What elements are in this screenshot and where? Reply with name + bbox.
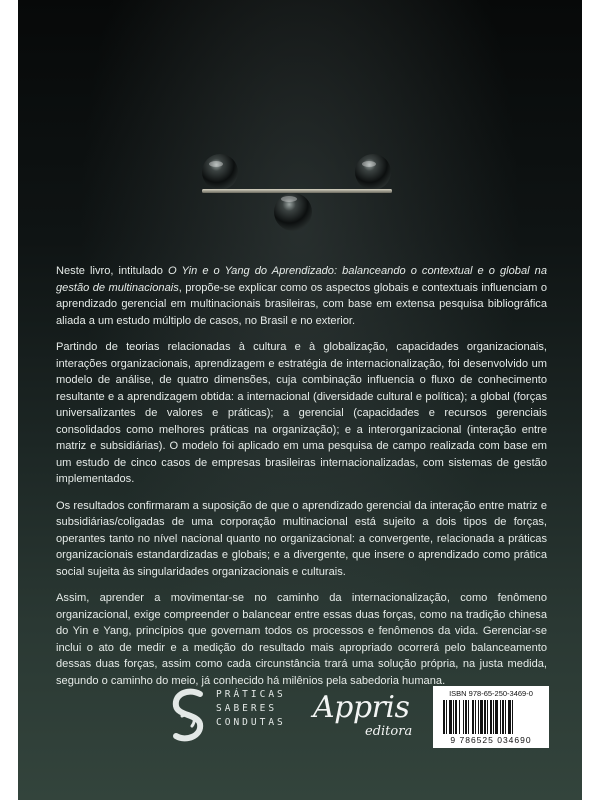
praticas-saberes-condutas-logo: [168, 686, 286, 748]
p1-lead: Neste livro, intitulado: [56, 265, 168, 277]
fulcrum-sphere: [274, 193, 312, 231]
praticas-word: PRÁTICAS: [216, 689, 286, 700]
paragraph-4: Assim, aprender a movimentar-se no caminho da internacionalização, como fenômeno organizacional, exige compreender o balancear entre essas duas forças, como na tradição chinesa do Yin e Yang, princípios que governam todos os processos e fenômenos da vida. Gerenciar-se inclui o ato de medir e a medição do resultado mais apropriado ocorrerá pelo balanceamento dessas duas forças, assim como cada circunstância trará uma solução própria, na justa medida, segundo o caminho do meio, já conhecido há milênios pela sabedoria humana.: [56, 592, 547, 687]
balance-plank: [202, 189, 392, 193]
appris-editora-label: editora: [365, 724, 413, 739]
right-sphere: [355, 154, 391, 190]
paragraph-3: Os resultados confirmaram a suposição de que o aprendizado gerencial da interação entre matriz e subsidiárias/coligadas de uma corporação multinacional está sujeito a dois tipos de forças, operantes tanto no nível nacional quanto no organizacional: a convergente, relacionada a práticas organizacionais estandardizadas e globais; e a divergente, que insere o aprendizado como prática social sujeita às singularidades organizacionais e culturais.: [56, 499, 547, 578]
praticas-wordmark: [216, 688, 286, 730]
appris-name: Appris: [313, 690, 410, 725]
back-cover: [18, 0, 582, 800]
condutas-word: CONDUTAS: [216, 717, 286, 728]
left-sphere: [202, 154, 238, 190]
isbn-barcode: [433, 686, 549, 748]
paragraph-1: [56, 263, 547, 329]
barcode-digits: 9 786525 034690: [450, 735, 532, 745]
synopsis: [56, 263, 547, 699]
paragraph-2: Partindo de teorias relacionadas à cultura e à globalização, capacidades organizacionais, interações organizacionais, aprendizagem e estratégia de internacionalização, foi desenvolvido um modelo de análise, de quatro dimensões, cuja combinação influencia o fluxo de conhecimento resultante e a aprendizagem obtida: a internacional (diversidade cultural e política); a global (forças universalizantes de valores e práticas); a gerencial (capacidades e recursos gerenciais consolidados como melhores práticas na organização); e a interorganizacional (interação entre matriz e subsidiárias). O modelo foi aplicado em uma pesquisa de campo realizada com base em um estudo de cinco casos de empresas brasileiras internacionalizadas, com sistemas de gestão implementados.: [56, 341, 547, 485]
appris-editora-logo: [313, 690, 423, 746]
book-title-italic: O Yin e o Yang do Aprendizado: balanceando o contextual e o global na gestão de multinacionais: [56, 265, 547, 294]
saberes-word: SABERES: [216, 703, 278, 714]
balance-illustration: [18, 0, 582, 260]
p1-rest: , propõe-se explicar como os aspectos globais e contextuais influenciam o aprendizado gerencial em multinacionais brasileiras, com base em extensa pesquisa bibliográfica aliada a um estudo múltiplo de casos, no Brasil e no exterior.: [56, 281, 547, 327]
swirl-s-icon: [168, 686, 212, 746]
isbn-text: ISBN 978-65-250-3469-0: [449, 689, 533, 698]
